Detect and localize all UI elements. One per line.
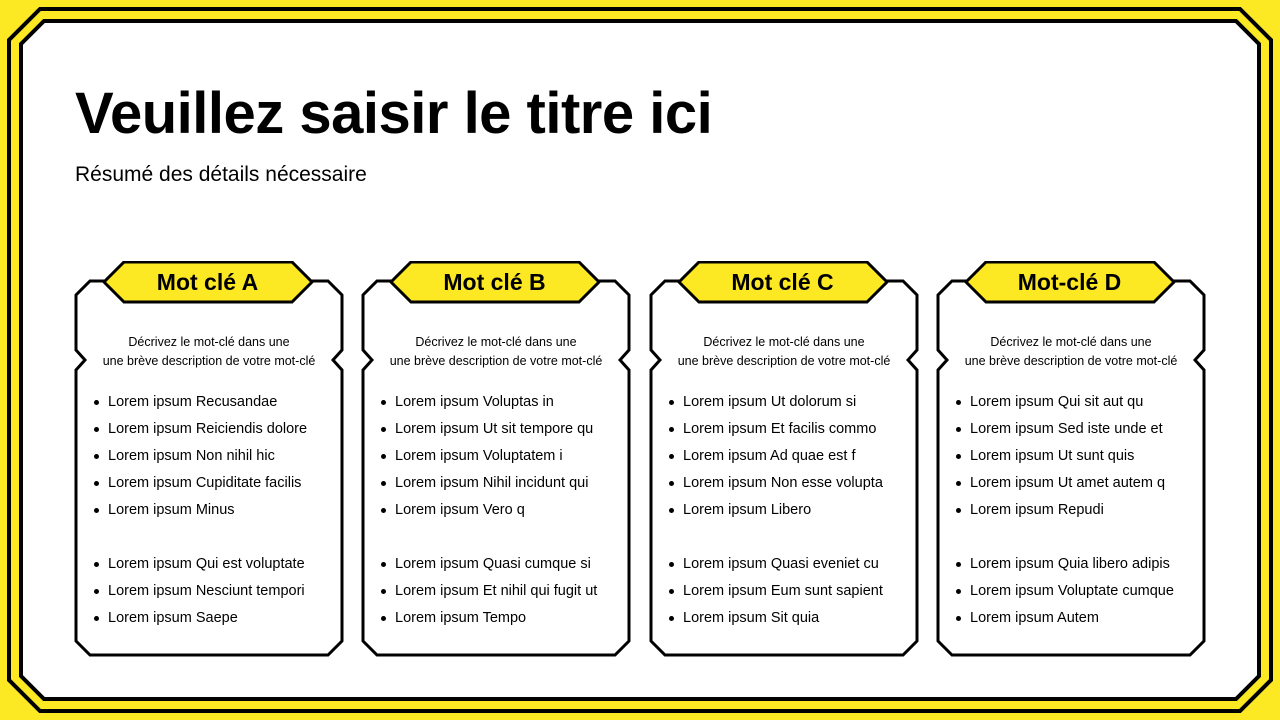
keyword-card bbox=[649, 261, 919, 657]
keyword-label: Mot clé C bbox=[731, 269, 834, 295]
bullet-list bbox=[667, 391, 883, 634]
description-line: une brève description de votre mot-clé bbox=[389, 354, 603, 368]
list-item: Lorem ipsum Tempo bbox=[379, 607, 597, 634]
description-line: Décrivez le mot-clé dans une bbox=[415, 335, 577, 349]
list-item: Lorem ipsum Minus bbox=[92, 499, 307, 526]
keyword-label: Mot-clé D bbox=[1017, 269, 1122, 295]
description-line: une brève description de votre mot-clé bbox=[102, 354, 316, 368]
list-item: Lorem ipsum Qui sit aut qu bbox=[954, 391, 1174, 418]
list-item: Lorem ipsum Ad quae est f bbox=[667, 445, 883, 472]
list-item: Lorem ipsum Non esse volupta bbox=[667, 472, 883, 499]
list-item: Lorem ipsum Ut sunt quis bbox=[954, 445, 1174, 472]
page-title: Veuillez saisir le titre ici bbox=[75, 81, 713, 146]
keyword-description bbox=[361, 333, 631, 371]
list-item: Lorem ipsum Sed iste unde et bbox=[954, 418, 1174, 445]
list-item: Lorem ipsum Saepe bbox=[92, 607, 307, 634]
list-item: Lorem ipsum Ut amet autem q bbox=[954, 472, 1174, 499]
description-line: Décrivez le mot-clé dans une bbox=[990, 335, 1152, 349]
list-item: Lorem ipsum Eum sunt sapient bbox=[667, 580, 883, 607]
bullet-list bbox=[92, 391, 307, 634]
keyword-label: Mot clé B bbox=[443, 269, 546, 295]
list-item: Lorem ipsum Repudi bbox=[954, 499, 1174, 526]
list-item: Lorem ipsum Qui est voluptate bbox=[92, 553, 307, 580]
description-line: une brève description de votre mot-clé bbox=[677, 354, 891, 368]
list-item: Lorem ipsum Non nihil hic bbox=[92, 445, 307, 472]
list-item: Lorem ipsum Et nihil qui fugit ut bbox=[379, 580, 597, 607]
list-item: Lorem ipsum Et facilis commo bbox=[667, 418, 883, 445]
list-item: Lorem ipsum Quia libero adipis bbox=[954, 553, 1174, 580]
description-line: Décrivez le mot-clé dans une bbox=[128, 335, 290, 349]
description-line: Décrivez le mot-clé dans une bbox=[703, 335, 865, 349]
list-item: Lorem ipsum Ut dolorum si bbox=[667, 391, 883, 418]
page-subtitle: Résumé des détails nécessaire bbox=[75, 163, 367, 186]
list-item: Lorem ipsum Cupiditate facilis bbox=[92, 472, 307, 499]
list-item: Lorem ipsum Sit quia bbox=[667, 607, 883, 634]
description-line: une brève description de votre mot-clé bbox=[964, 354, 1178, 368]
list-item: Lorem ipsum Nihil incidunt qui bbox=[379, 472, 597, 499]
bullet-list bbox=[954, 391, 1174, 634]
list-item: Lorem ipsum Quasi eveniet cu bbox=[667, 553, 883, 580]
keyword-label: Mot clé A bbox=[156, 269, 259, 295]
keyword-description bbox=[74, 333, 344, 371]
bullet-list bbox=[379, 391, 597, 634]
list-item: Lorem ipsum Ut sit tempore qu bbox=[379, 418, 597, 445]
list-item: Lorem ipsum Autem bbox=[954, 607, 1174, 634]
keyword-card bbox=[361, 261, 631, 657]
list-item: Lorem ipsum Vero q bbox=[379, 499, 597, 526]
keyword-description bbox=[649, 333, 919, 371]
list-item: Lorem ipsum Recusandae bbox=[92, 391, 307, 418]
list-item: Lorem ipsum Quasi cumque si bbox=[379, 553, 597, 580]
keyword-description bbox=[936, 333, 1206, 371]
list-item: Lorem ipsum Libero bbox=[667, 499, 883, 526]
list-item: Lorem ipsum Reiciendis dolore bbox=[92, 418, 307, 445]
keyword-card bbox=[936, 261, 1206, 657]
keyword-card bbox=[74, 261, 344, 657]
list-item: Lorem ipsum Voluptate cumque bbox=[954, 580, 1174, 607]
list-item: Lorem ipsum Nesciunt tempori bbox=[92, 580, 307, 607]
list-item: Lorem ipsum Voluptas in bbox=[379, 391, 597, 418]
list-item: Lorem ipsum Voluptatem i bbox=[379, 445, 597, 472]
